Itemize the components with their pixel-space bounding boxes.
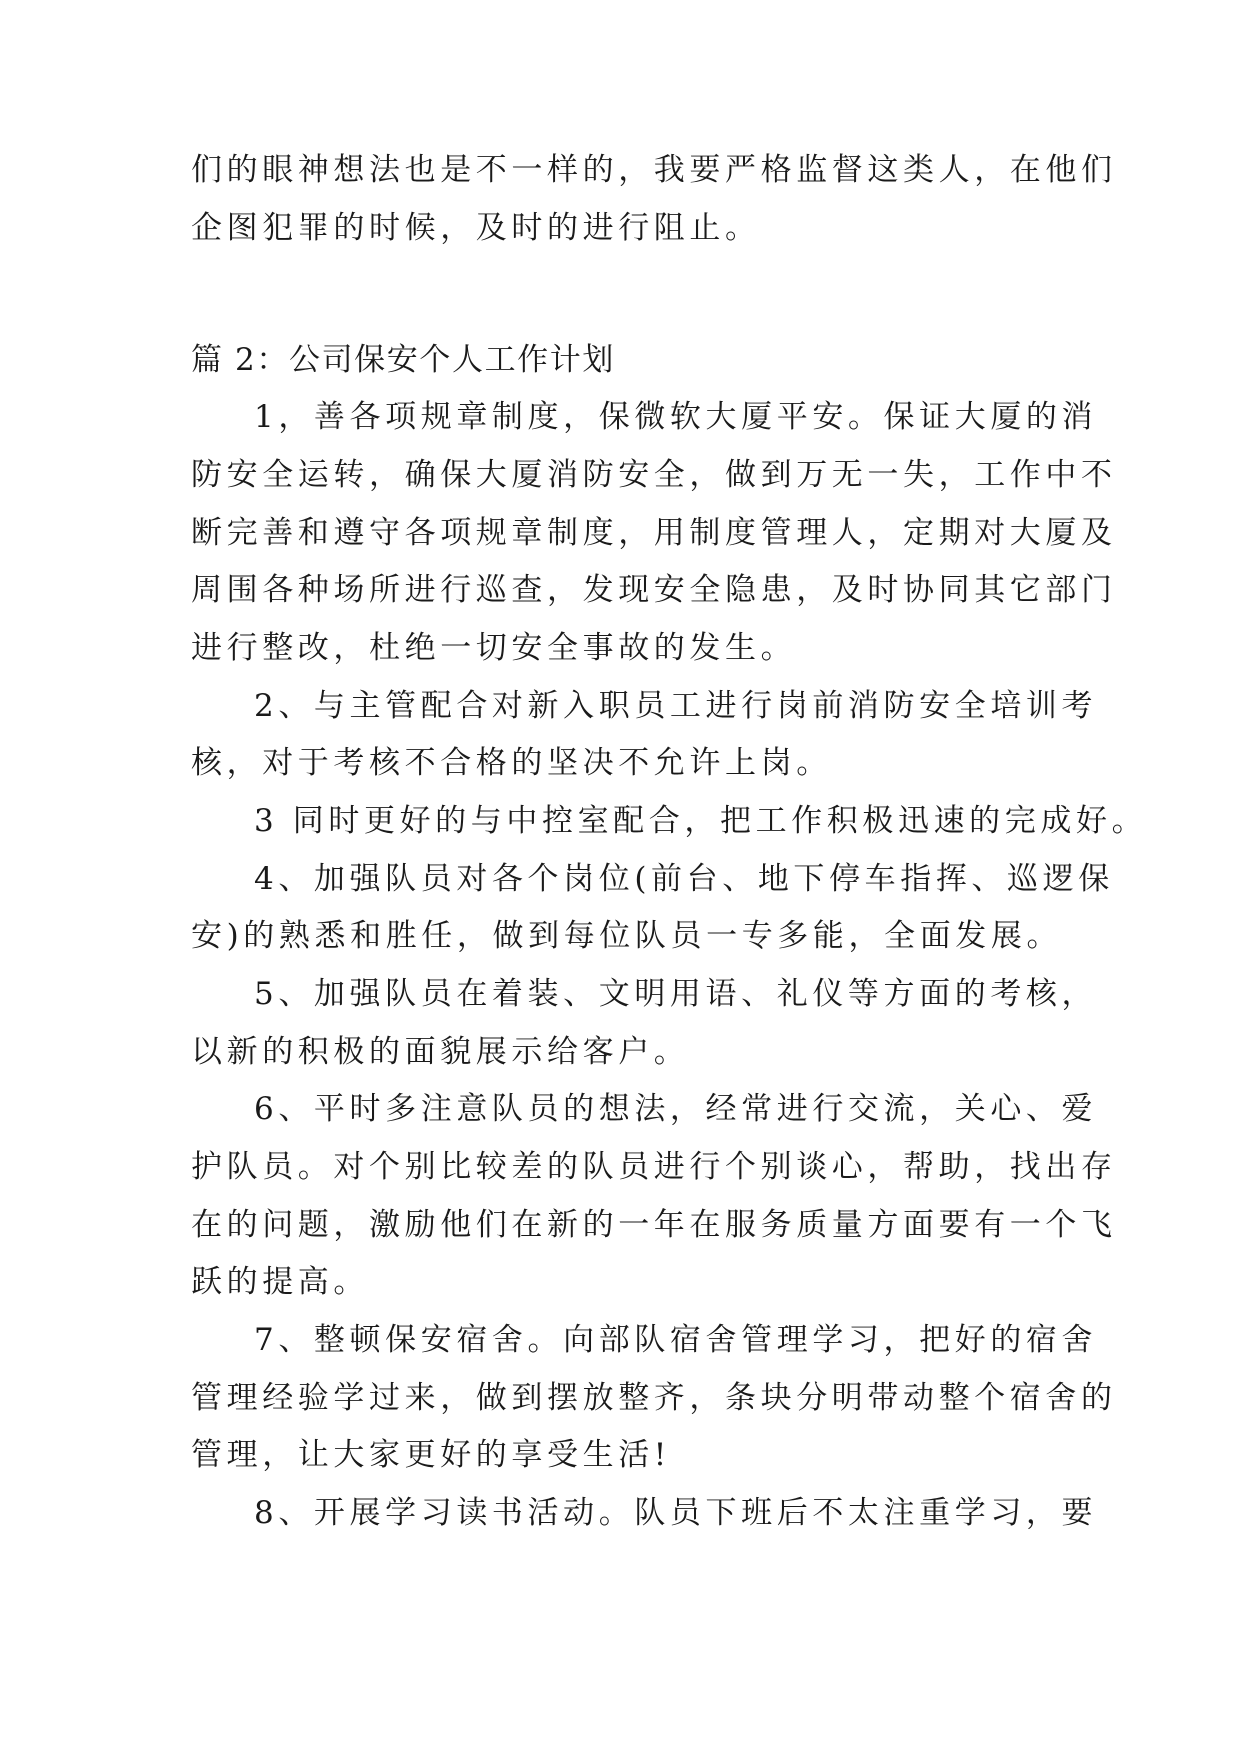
paragraph-4-line: 4、加强队员对各个岗位(前台、地下停车指挥、巡逻保 — [254, 861, 1114, 897]
paragraph-1-line: 1，善各项规章制度，保微软大厦平安。保证大厦的消 — [254, 399, 1098, 435]
text-line: 企图犯罪的时候，及时的进行阻止。 — [191, 210, 761, 246]
paragraph-6-line: 护队员。对个别比较差的队员进行个别谈心，帮助，找出存 — [191, 1149, 1117, 1185]
paragraph-1-line: 防安全运转，确保大厦消防安全，做到万无一失，工作中不 — [191, 457, 1117, 493]
text-line: 们的眼神想法也是不一样的，我要严格监督这类人，在他们 — [191, 152, 1117, 188]
paragraph-2-line: 2、与主管配合对新入职员工进行岗前消防安全培训考 — [254, 688, 1098, 724]
paragraph-2-line: 核，对于考核不合格的坚决不允许上岗。 — [191, 745, 832, 781]
paragraph-7-line: 7、整顿保安宿舍。向部队宿舍管理学习，把好的宿舍 — [254, 1322, 1098, 1358]
paragraph-1-line: 断完善和遵守各项规章制度，用制度管理人，定期对大厦及 — [191, 515, 1117, 551]
paragraph-5-line: 5、加强队员在着装、文明用语、礼仪等方面的考核， — [254, 976, 1098, 1012]
paragraph-7-line: 管理，让大家更好的享受生活! — [191, 1437, 671, 1473]
paragraph-6-line: 跃的提高。 — [191, 1264, 369, 1300]
paragraph-6-line: 在的问题，激励他们在新的一年在服务质量方面要有一个飞 — [191, 1207, 1117, 1243]
paragraph-1-line: 进行整改，杜绝一切安全事故的发生。 — [191, 630, 797, 666]
paragraph-5-line: 以新的积极的面貌展示给客户。 — [191, 1034, 690, 1070]
paragraph-3-line: 3 同时更好的与中控室配合，把工作积极迅速的完成好。 — [254, 803, 1148, 839]
paragraph-7-line: 管理经验学过来，做到摆放整齐，条块分明带动整个宿舍的 — [191, 1380, 1117, 1416]
section-heading: 篇 2：公司保安个人工作计划 — [191, 342, 615, 378]
paragraph-6-line: 6、平时多注意队员的想法，经常进行交流，关心、爱 — [254, 1091, 1098, 1127]
paragraph-1-line: 周围各种场所进行巡查，发现安全隐患，及时协同其它部门 — [191, 572, 1117, 608]
paragraph-4-line: 安)的熟悉和胜任，做到每位队员一专多能，全面发展。 — [191, 918, 1063, 954]
paragraph-8-line: 8、开展学习读书活动。队员下班后不太注重学习，要 — [254, 1495, 1098, 1531]
